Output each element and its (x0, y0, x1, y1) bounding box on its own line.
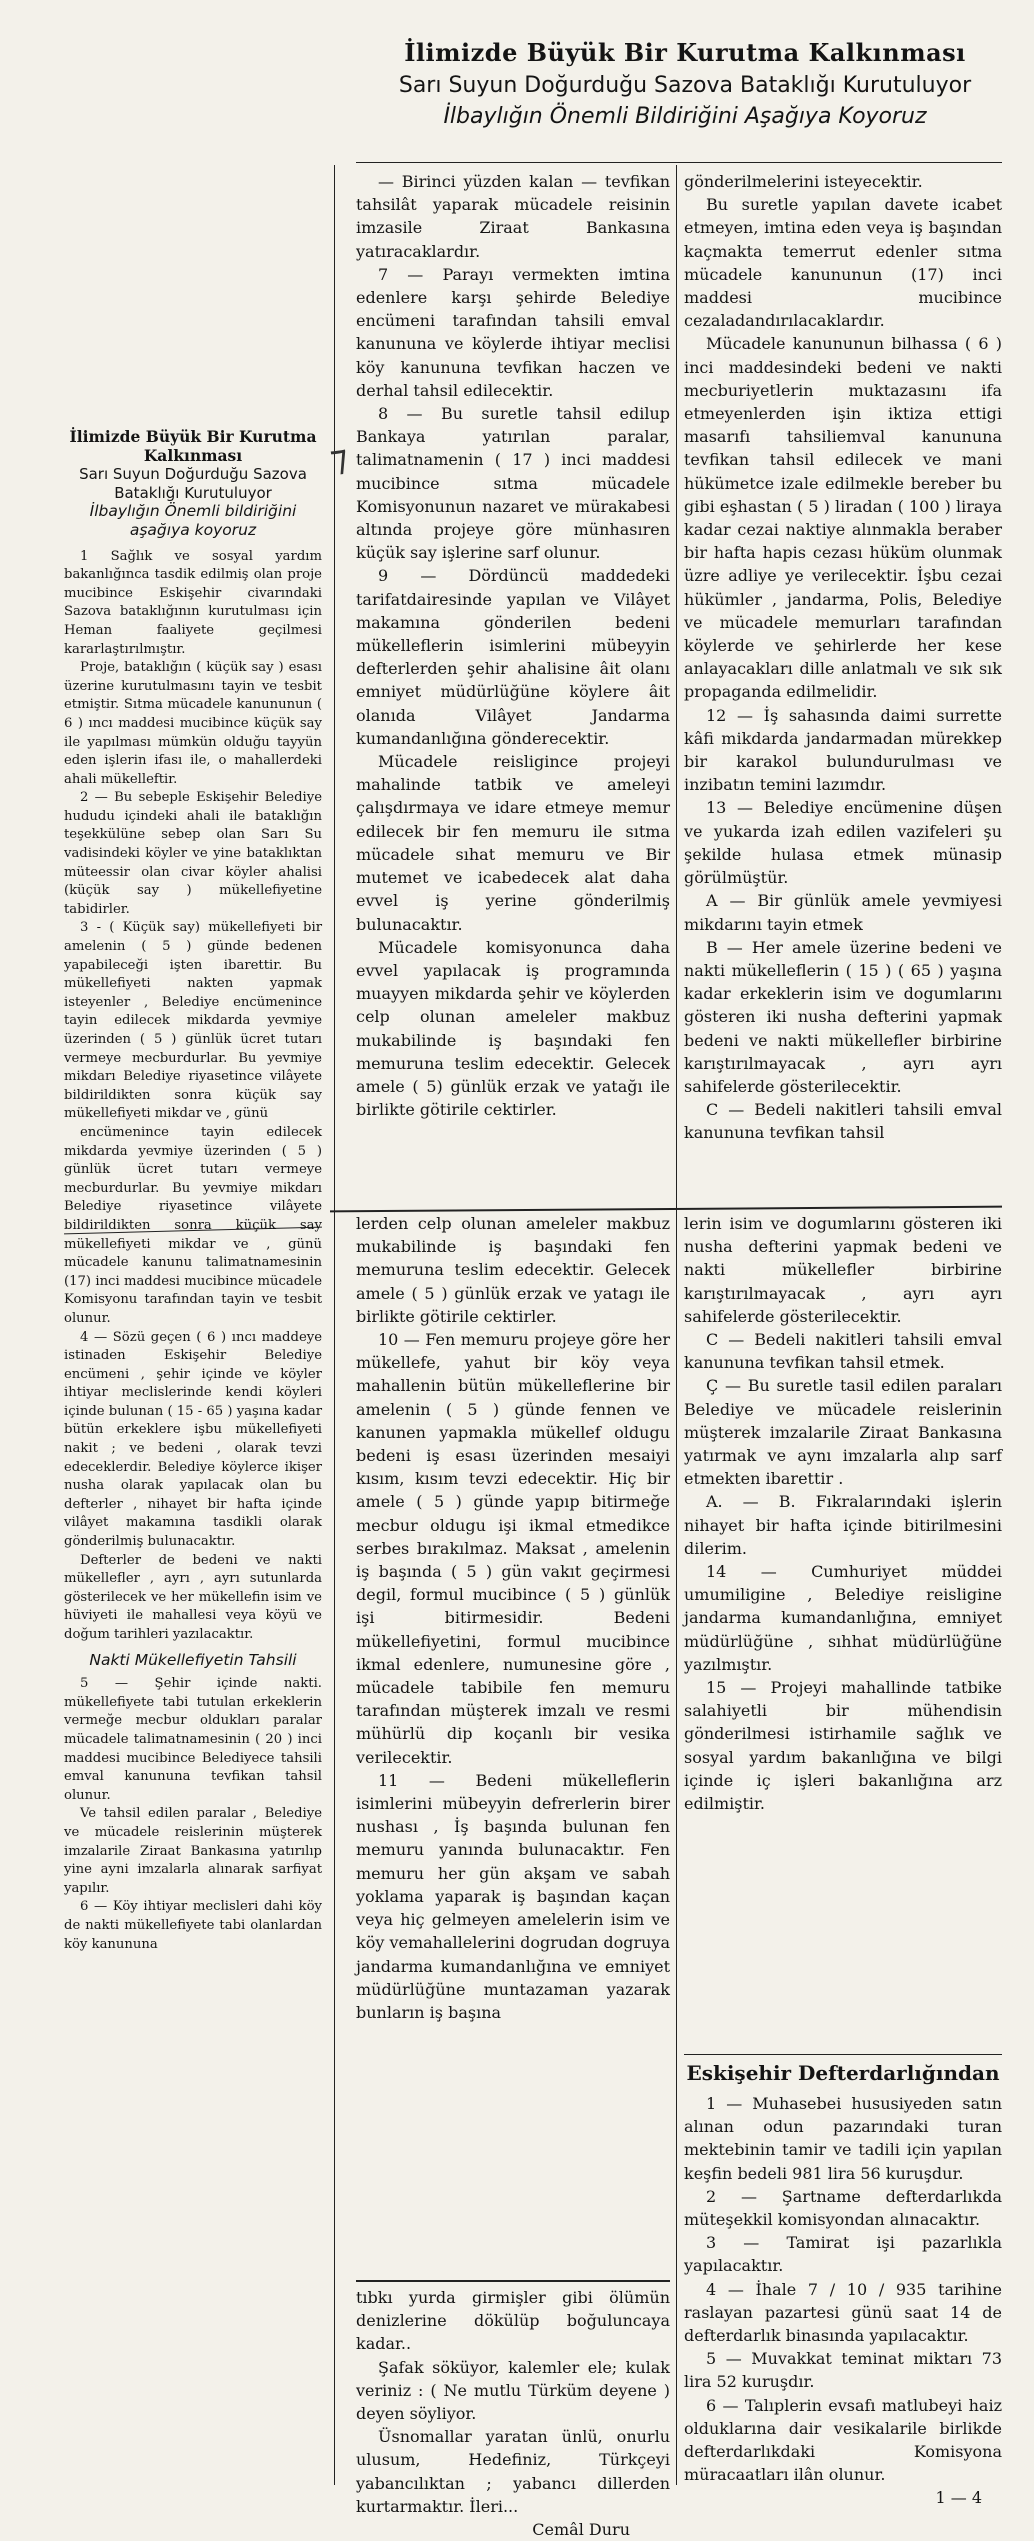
tagline: İlbaylığın Önemli Bildiriğini Aşağıya Koyoruz (443, 104, 927, 129)
paragraph: A — Bir günlük amele yevmiyesi mikdarını tayin etmek (684, 891, 1002, 934)
paragraph: 15 — Projeyi mahallinde tatbike salahiyetli bir mühendisin gönderilmesi istirhamile sağlık ve sosyal yardım bakanlığına ve bilgi içinde iç işleri bakanlığına arz edilmiştir. (684, 1678, 1002, 1814)
paragraph: 9 — Dördüncü maddedeki tarifatdairesinde yapılan ve Vilâyet makamına gönderilen bedeni mükelleflerin isimlerini mübeyyin defterlerden şehir ahalisine âit olanı emniyet müdürlüğüne köylere âit olanıda Vilâyet Jandarma kumandanlığına gönderecektir. (356, 566, 670, 748)
defterdar-notice (684, 2060, 1002, 2508)
paragraph: Mücadele kanununun bilhassa ( 6 ) inci maddesindeki bedeni ve nakti mecburiyetlerin muktazasını ifa etmeyenlerden işin iktiza ettigi masarıfı tahsiliemval kanununa tevfikan tahsil edilecek ve mani hükümetce izale edilmekle bereber bu gibi eşhastan ( 5 ) liradan ( 100 ) liraya kadar cezai naktiye alınmakla beraber bir hafta hapis cezası hüküm olunmak üzre adliye ye verilecektir. İşbu cezai hükümler , jandarma, Polis, Belediye ve mücadele memurları tarafından köylerde ve şehirlerde her kese anlayacakları dille anlatmalı ve sık sık propaganda edilmelidir. (684, 334, 1002, 702)
paragraph: lerin isim ve dogumlarını gösteren iki nusha defterini yapmak bedeni ve nakti mükellefler birbirine karıştırılmayacak , ayrı ayrı sahifelerde gösterilecektir. (684, 1214, 1002, 1326)
middle-column-rule (676, 165, 677, 2485)
notice-heading: Eskişehir Defterdarlığından (686, 2061, 1000, 2085)
paragraph: B — Her amele üzerine bedeni ve nakti mükelleflerin ( 15 ) ( 65 ) yaşına kadar erkeklerin isim ve dogumlarını gösteren iki nusha defterini yapmak bedeni ve nakti mükellefler birbirine karıştırılmayacak , ayrı ayrı sahifelerde gösterilecektir. (684, 937, 1002, 1096)
left-column (64, 428, 322, 1954)
paragraph: tıbkı yurda girmişler gibi ölümün denizlerine dökülüp boğuluncaya kadar.. (356, 2288, 670, 2354)
paragraph: 6 — Köy ihtiyar meclisleri dahi köy de nakti mükellefiyete tabi olanlardan köy kanununa (64, 1899, 322, 1952)
paragraph: lerden celp olunan ameleler makbuz mukabilinde iş başındaki fen memuruna teslim edecektir. Gelecek amele ( 5 ) günlük erzak ve yatagı ile birlikte götirile cektirler. (356, 1214, 670, 1326)
paragraph: 14 — Cumhuriyet müddei umumiligine , Belediye reisligine jandarma kumandanlığına, emniyet müdürlüğüne , sıhhat müdürlüğüne yazılmıştır. (684, 1562, 1002, 1674)
paragraph: C — Bedeli nakitleri tahsili emval kanununa tevfikan tahsil (684, 1100, 1002, 1143)
paragraph: 3 — Tamirat işi pazarlıkla yapılacaktır. (684, 2233, 1002, 2276)
paragraph: Mücadele reisligince projeyi mahalinde tatbik ve ameleyi çalışdırmaya ve idare etmeye memur edilecek bir fen memuru ile sıtma mücadele sıhat memuru ve Bir mutemet ve icabedecek alat daha evvel iş yerine gönderilmiş bulunacaktır. (356, 752, 670, 934)
right-column-bottom (684, 1212, 1002, 2052)
issue-number: 1 — 4 (935, 2488, 982, 2508)
left-tagline: İlbaylığın Önemli bildiriğini aşağıya koyoruz (89, 502, 297, 539)
paragraph: Ve tahsil edilen paralar , Belediye ve mücadele reislerinin müşterek imzalarile Ziraat Bankasına yatırılıp yine ayni imzalarla alınarak sarfiyat yapılır. (64, 1806, 322, 1896)
paragraph: 1 Sağlık ve sosyal yardım bakanlığınca tasdik edilmiş olan proje mucibince Eskişehir civarındaki Sazova bataklığının kurutulması için Heman faaliyete geçilmesi kararlaştırılmıştır. (64, 548, 322, 657)
paragraph: Şafak söküyor, kalemler ele; kulak veriniz : ( Ne mutlu Türküm deyene ) deyen söyliyor. (356, 2357, 670, 2424)
paragraph: Proje, bataklığın ( küçük say ) esası üzerine kurutulmasını tayin ve tesbit etmiştir. Sıtma mücadele kanununun ( 6 ) ıncı maddesi mucibince küçük say ile yapılması mümkün olduğu tayyün eden işlerin ifası ile, o mahallerdeki ahali mükelleftir. (64, 660, 322, 787)
paragraph: encümenince tayin edilecek mikdarda yevmiye üzerinden ( 5 ) günlük ücret tutarı vermeye mecburdurlar. Bu yevmiye mikdarı Belediye riyasetince vilâyete bildirildikten sonra küçük say mükellefiyeti mikdar ve , günü mücadele kanunu talimatnamesinin (17) inci maddesi mucibince mücadele Komisyonu tarafından tayin ve tesbit olunur. (64, 1124, 322, 1326)
paragraph: 12 — İş sahasında daimi surrette kâfi mikdarda jandarmadan mürekkep bir karakol bulundurulması ve inzibatın temini lazımdır. (684, 705, 1002, 795)
paragraph: 2 — Bu sebeple Eskişehir Belediye hududu içindeki ahali ile bataklığın teşekkülüne sebep olan Sarı Su vadisindeki köyler ve yine bataklıktan müteessir olan civar köyler ahalisi (küçük say ) mükellefiyetine tabidirler. (64, 790, 322, 917)
header-rule (356, 162, 1002, 163)
paragraph: A. — B. Fıkralarındaki işlerin nihayet bir hafta içinde bitirilmesini dilerim. (684, 1492, 1002, 1558)
paragraph: gönderilmelerini isteyecektir. (684, 172, 923, 191)
section-subhead: Nakti Mükellefiyetin Tahsili (89, 1650, 297, 1669)
subheadline: Sarı Suyun Doğurduğu Sazova Bataklığı Kurutuluyor (398, 73, 972, 98)
paragraph: 11 — Bedeni mükelleflerin isimlerini mübeyyin defrerlerin birer nushası , İş başında bulunan fen memuru yanında bulunacaktır. Fen memuru her gün akşam ve sabah yoklama yaparak iş başından kaçan veya hiç gelmeyen amelelerin isim ve köy vemahallelerini dogrudan dogruya jandarma kumandanlığına ve emniyet müdürlüğüne muntazaman yazarak bunların iş başına (356, 1770, 670, 2022)
pencil-mark: ⁊ (327, 436, 351, 481)
left-headline: İlimizde Büyük Bir Kurutma Kalkınması (69, 427, 317, 465)
article-header (345, 38, 1025, 129)
paragraph: 4 — Sözü geçen ( 6 ) ıncı maddeye istinaden Eskişehir Belediye encümeni , şehir içinde ve köyler ihtiyar meclislerinde kendi köyleri içinde bulunan ( 15 - 65 ) yaşına kadar bütün erkeklere işbu mükellefiyeti nakit ; ve bedeni , olarak tevzi edeceklerdir. Belediye köylerce ikişer nusha olarak yapılacak olan bu defterler , nihayet bir hafta içinde vilâyet makamına tasdikli olarak gönderilmiş bulunacaktır. (64, 1329, 323, 1550)
left-subheadline: Sarı Suyun Doğurduğu Sazova Bataklığı Kurutuluyor (79, 465, 307, 502)
paragraph: — Birinci yüzden kalan — tevfikan tahsilât yaparak mücadele reisinin imzasile Ziraat Bankasına yatıracaklardır. (356, 172, 670, 261)
paragraph: 5 — Şehir içinde nakti. mükellefiyete tabi tutulan erkeklerin vermeğe mecbur oldukları paralar mücadele talimatnamesinin ( 20 ) inci maddesi mucibince Belediyece tahsili emval kanununa tevfikan tahsil olunur. (64, 1676, 322, 1803)
paragraph: 7 — Parayı vermekten imtina edenlere karşı şehirde Belediye encümeni tarafından tahsili emval kanununa ve köylerde ihtiyar meclisi köy kanununa tevfikan haczen ve derhal tahsil edilecektir. (356, 264, 670, 400)
left-column-rule (334, 165, 335, 2485)
paragraph: Üsnomallar yaratan ünlü, onurlu ulusum, Hedefiniz, Türkçeyi yabancılıktan ; yabancı dillerden kurtarmaktır. İleri... (356, 2427, 670, 2516)
paragraph: 10 — Fen memuru projeye göre her mükellefe, yahut bir köy veya mahallenin bütün mükelleflerine bir amelenin ( 5 ) günde fennen ve kanunen yapmakla mükellef oldugu bedeni iş esası üzerinden mesaiyi kısım, kısım tevzi edecektir. Hiç bir amele ( 5 ) günde yapıp bitirmeğe mecbur oldugu işi ikmal etmedikce serbes bırakılmaz. Maksat , amelenin iş başında ( 5 ) gün vakıt geçirmesi degil, formul mucibince ( 5 ) günlük işi bitirmesidir. Bedeni mükellefiyetini, formul mucibince ikmal edenlere, numunesine göre , mücadele tabibile fen memuru tarafından müşterek imzalı ve resmi mühürlü dip koçanlı bir vesika verilecektir. (356, 1330, 670, 1767)
paragraph: 13 — Belediye encümenine düşen ve yukarda izah edilen vazifeleri şu şekilde hulasa etmek münasip görülmüştür. (684, 798, 1002, 888)
paragraph: 6 — Talıplerin evsafı matlubeyi haiz olduklarına dair vesikalarile birlikde defterdarlıkdaki Komisyona müracaatları ilân olunur. (684, 2395, 1002, 2485)
paragraph: 8 — Bu suretle tahsil edilup Bankaya yatırılan paralar, talimatnamenin ( 17 ) inci maddesi mucibince sıtma mücadele Komisyonunun nazaret ve mürakabesi altında projeye göre münhasıren küçük say işlerine sarf olunur. (356, 404, 670, 563)
paragraph: Ç — Bu suretle tasil edilen paraları Belediye ve mücadele reislerinin müşterek imzalarile Ziraat Bankasına yatırmak ve aynı imzalarla alıp sarf etmekten ibarettir . (684, 1376, 1002, 1489)
paragraph: 2 — Şartname defterdarlıkda müteşekkil komisyondan alınacaktır. (684, 2186, 1002, 2230)
headline: İlimizde Büyük Bir Kurutma Kalkınması (404, 38, 966, 67)
paragraph: C — Bedeli nakitleri tahsili emval kanununa tevfikan tahsil etmek. (684, 1330, 1002, 1373)
paragraph: Bu suretle yapılan davete icabet etmeyen, imtina eden veya iş başından kaçmakta temerrut edenler sıtma mücadele kanununun (17) inci maddesi mucibince cezaladandırılacaklardır. (684, 195, 1002, 331)
paragraph: 4 — İhale 7 / 10 / 935 tarihine raslayan pazartesi günü saat 14 de defterdarlık binasında yapılacaktır. (684, 2279, 1002, 2346)
defterdar-rule (684, 2054, 1002, 2055)
middle-column-top (356, 170, 670, 1220)
paragraph: 1 — Muhasebei hususiyeden satın alınan odun pazarındaki turan mektebinin tamir ve tadili için yapılan keşfin bedeli 981 lira 56 kuruşdur. (684, 2094, 1002, 2183)
right-column-top (684, 170, 1002, 1220)
middle-column-bottom (356, 1212, 670, 2282)
author-signature: Cemâl Duru (532, 2520, 630, 2540)
paragraph: 3 - ( Küçük say) mükellefiyeti bir amelenin ( 5 ) günde bedenen yapabileceği işten ibarettir. Bu mükellefiyeti nakten yapmak isteyenler , Belediye encümenince tayin edilecek mikdarda yevmiye üzerinden ( 5 ) günlük ücret tutarı vermeye mecburdurlar. Bu yevmiye mikdarı Belediye riyasetince vilâyete bildirildikten sonra küçük say mükellefiyeti mikdar ve , günü (64, 920, 322, 1122)
poem-section (356, 2286, 670, 2540)
paragraph: Mücadele komisyonunca daha evvel yapılacak iş programında muayyen mikdarda şehir ve köylerden celp olunan ameleler makbuz mukabilinde iş başındaki fen memuruna teslim edecektir. Gelecek amele ( 5) günlük erzak ve yatağı ile birlikte götirile cektirler. (356, 937, 670, 1120)
paragraph: 5 — Muvakkat teminat miktarı 73 lira 52 kuruşdır. (684, 2349, 1002, 2392)
paragraph: Defterler de bedeni ve nakti mükellefler , ayrı , ayrı sutunlarda gösterilecek ve her mükellefin isim ve hüviyeti ile mahallesi veya köyü ve doğum tarihleri yazılacaktır. (64, 1552, 322, 1642)
